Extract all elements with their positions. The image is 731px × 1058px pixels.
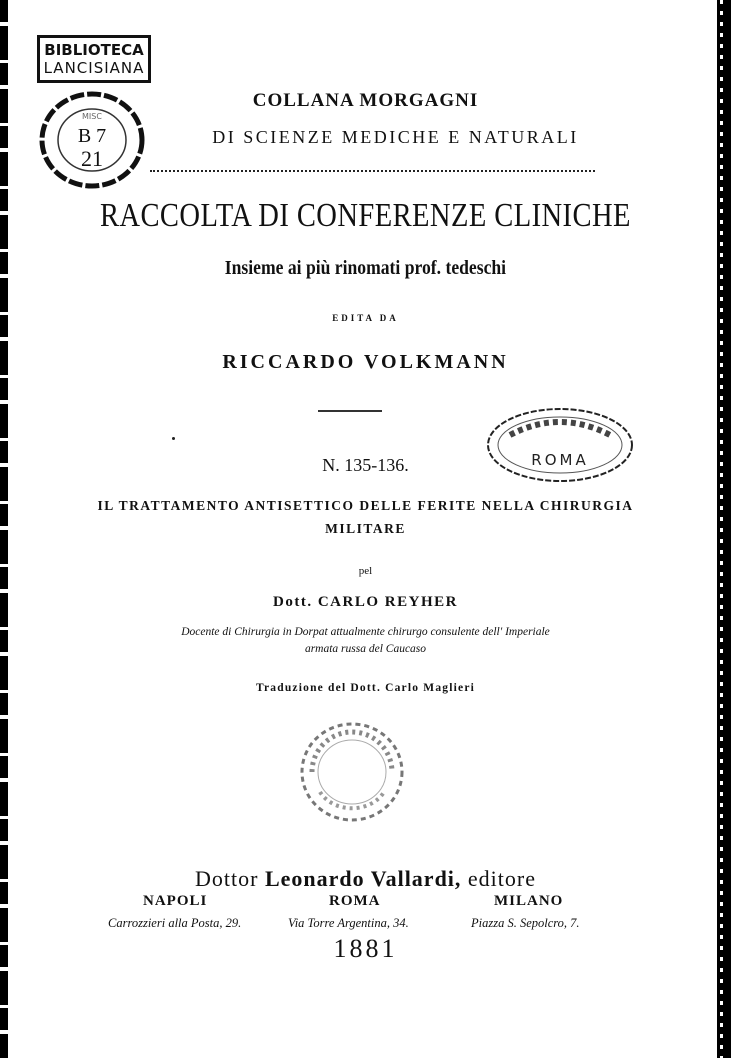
publisher-prefix: Dottor: [194, 866, 259, 891]
by-label: pel: [358, 565, 373, 577]
edited-by-label: EDITA DA: [332, 313, 399, 323]
publisher-cities: [0, 893, 731, 913]
address-napoli: Carrozzieri alla Posta, 29.: [108, 916, 242, 930]
series-subtitle: DI SCIENZE MEDICHE E NATURALI: [212, 127, 579, 147]
author-bio-line2: armata russa del Caucaso: [304, 643, 427, 655]
shelfmark-line3: 21: [81, 146, 103, 171]
publisher-name: Leonardo Vallardi,: [264, 866, 462, 891]
library-stamp-line2: LANCISIANA: [43, 59, 145, 77]
publisher-line: [0, 866, 731, 892]
city-milano: MILANO: [494, 893, 564, 909]
faded-round-stamp: [298, 720, 406, 824]
editor-name: RICCARDO VOLKMANN: [222, 351, 509, 373]
work-title-line2: MILITARE: [325, 521, 406, 536]
address-roma: Via Torre Argentina, 34.: [288, 916, 409, 930]
city-napoli: NAPOLI: [143, 893, 208, 909]
work-author: Dott. CARLO REYHER: [273, 594, 458, 610]
library-stamp-box: [37, 35, 151, 83]
shelfmark-line2: B 7: [77, 125, 107, 147]
address-milano: Piazza S. Sepolcro, 7.: [471, 916, 580, 930]
translation-credit: Traduzione del Dott. Carlo Maglieri: [255, 682, 476, 694]
publication-year: 1881: [333, 934, 398, 963]
ink-speck: [172, 437, 175, 440]
short-rule: [318, 410, 382, 412]
series-title: COLLANA MORGAGNI: [252, 90, 479, 111]
publisher-addresses: [0, 916, 731, 934]
issue-number: N. 135-136.: [322, 455, 409, 475]
book-title: RACCOLTA DI CONFERENZE CLINICHE: [99, 197, 631, 234]
work-title-line1: IL TRATTAMENTO ANTISETTICO DELLE FERITE NELLA CHIRURGIA: [97, 498, 634, 513]
library-stamp-line1: BIBLIOTECA: [44, 41, 144, 59]
shelfmark-line1: MISC: [82, 112, 102, 121]
city-roma: ROMA: [329, 893, 381, 909]
book-subtitle: Insieme ai più rinomati prof. tedeschi: [224, 257, 507, 279]
dotted-divider: [150, 170, 595, 172]
author-bio-line1: Docente di Chirurgia in Dorpat attualmente chirurgo consulente dell' Imperiale: [181, 626, 550, 638]
oval-stamp-text: ROMA: [531, 451, 589, 469]
publisher-suffix: editore: [467, 866, 537, 891]
